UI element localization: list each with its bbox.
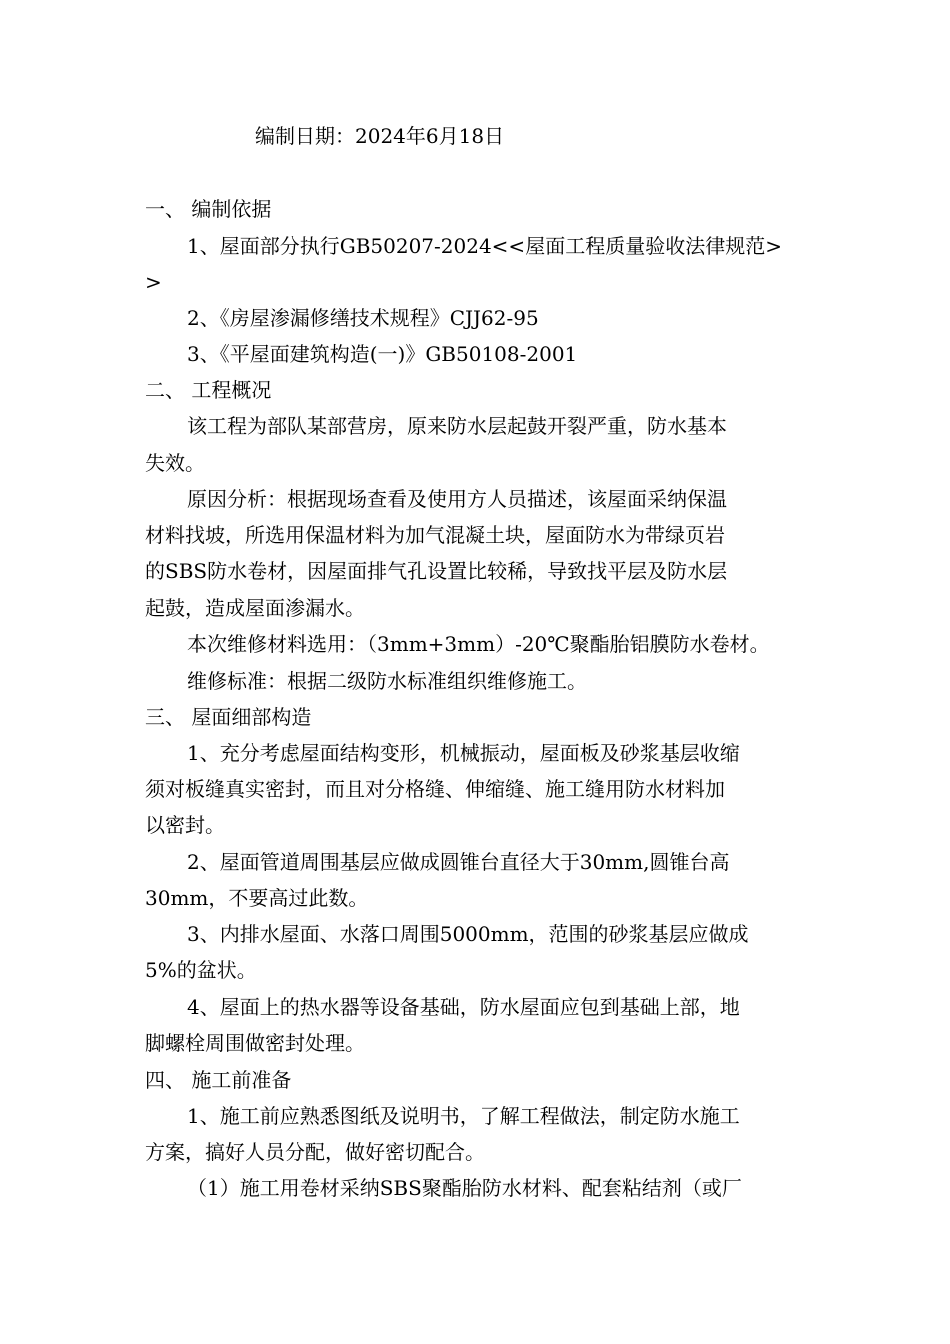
section-heading: 一、 编制依据 xyxy=(145,197,272,221)
paragraph-line: 方案，搞好人员分配，做好密切配合。 xyxy=(145,1140,485,1164)
paragraph-line: （1）施工用卷材采纳SBS聚酯胎防水材料、配套粘结剂（或厂 xyxy=(187,1176,742,1200)
paragraph-line: 1、屋面部分执行GB50207-2024<<屋面工程质量验收法律规范> xyxy=(187,234,782,258)
section-heading: 四、 施工前准备 xyxy=(145,1068,292,1092)
paragraph-line: 失效。 xyxy=(145,451,205,475)
paragraph-line: 3、内排水屋面、水落口周围5000mm，范围的砂浆基层应做成 xyxy=(187,922,749,946)
paragraph-line: 的SBS防水卷材，因屋面排气孔设置比较稀，导致找平层及防水层 xyxy=(145,559,728,583)
paragraph-line: 3、《平屋面建筑构造(一)》GB50108-2001 xyxy=(187,342,578,366)
section-heading: 三、 屋面细部构造 xyxy=(145,705,312,729)
paragraph-line: 以密封。 xyxy=(145,813,225,837)
paragraph-line: 2、《房屋渗漏修缮技术规程》CJJ62-95 xyxy=(187,306,539,330)
paragraph-line: 该工程为部队某部营房，原来防水层起鼓开裂严重，防水基本 xyxy=(187,414,727,438)
date-line: 编制日期：2024年6月18日 xyxy=(255,124,505,148)
paragraph-line: 材料找坡，所选用保温材料为加气混凝土块，屋面防水为带绿页岩 xyxy=(145,523,725,547)
paragraph-line: 本次维修材料选用：（3mm+3mm）-20℃聚酯胎铝膜防水卷材。 xyxy=(187,632,770,656)
paragraph-line: 5%的盆状。 xyxy=(145,958,257,982)
paragraph-line: 须对板缝真实密封，而且对分格缝、伸缩缝、施工缝用防水材料加 xyxy=(145,777,725,801)
paragraph-line: 1、充分考虑屋面结构变形，机械振动，屋面板及砂浆基层收缩 xyxy=(187,741,740,765)
paragraph-line: 30mm，不要高过此数。 xyxy=(145,886,369,910)
paragraph-line: 起鼓，造成屋面渗漏水。 xyxy=(145,596,365,620)
paragraph-line: 维修标准：根据二级防水标准组织维修施工。 xyxy=(187,669,587,693)
paragraph-line: > xyxy=(145,270,162,294)
section-heading: 二、 工程概况 xyxy=(145,378,272,402)
paragraph-line: 2、屋面管道周围基层应做成圆锥台直径大于30mm,圆锥台高 xyxy=(187,850,730,874)
paragraph-line: 4、屋面上的热水器等设备基础，防水屋面应包到基础上部，地 xyxy=(187,995,740,1019)
paragraph-line: 脚螺栓周围做密封处理。 xyxy=(145,1031,365,1055)
paragraph-line: 1、施工前应熟悉图纸及说明书，了解工程做法，制定防水施工 xyxy=(187,1104,740,1128)
paragraph-line: 原因分析：根据现场查看及使用方人员描述，该屋面采纳保温 xyxy=(187,487,727,511)
